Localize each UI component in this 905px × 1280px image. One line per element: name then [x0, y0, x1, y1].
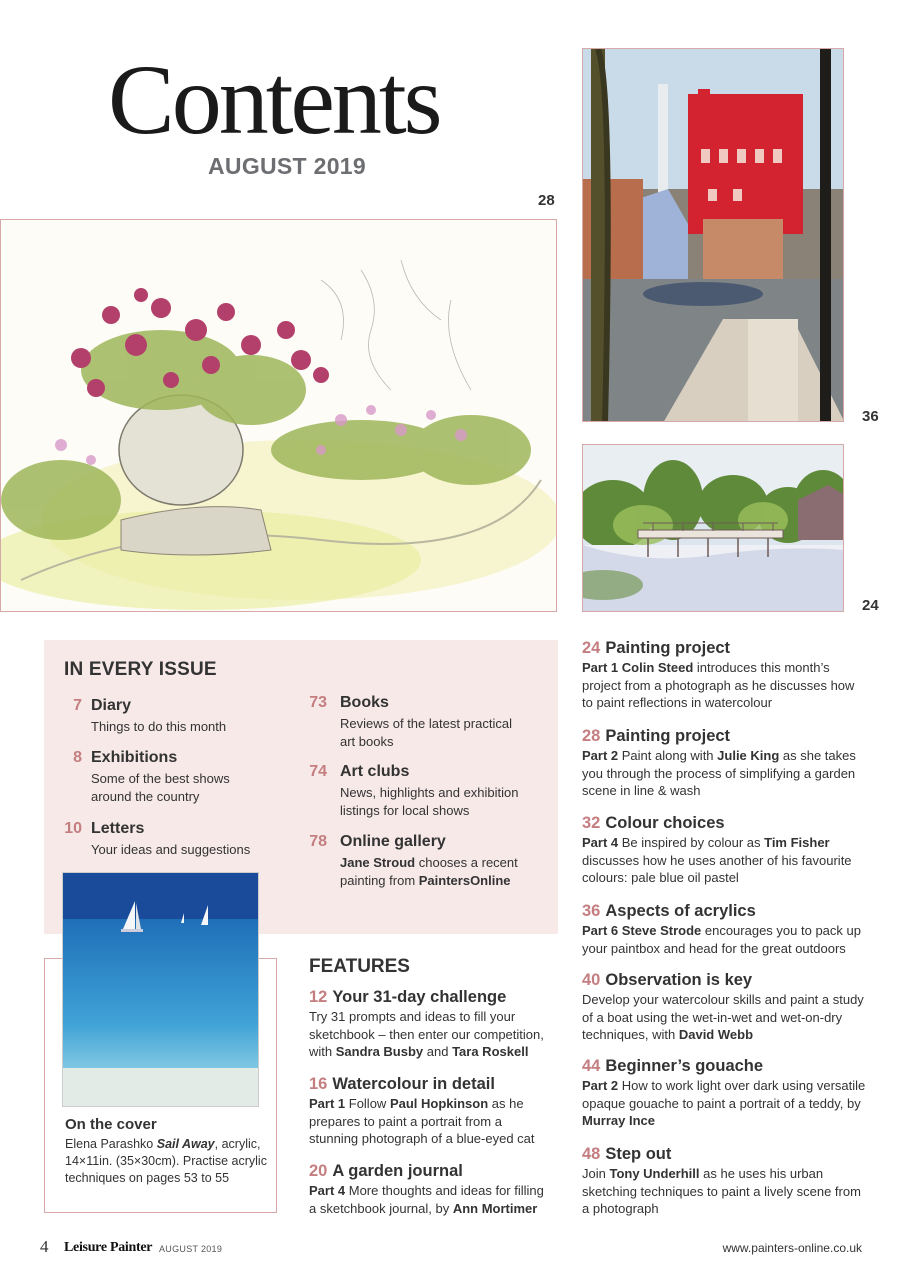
item-title: Letters [91, 820, 145, 837]
item-description: Reviews of the latest practical art books [340, 716, 512, 749]
feature-description: Part 1 Colin Steed introduces this month’s project from a photograph as he discusses how to paint reflections in watercolour [582, 660, 855, 711]
feature-description: Part 2 Paint along with Julie King as she takes you through the process of simplifying a garden scene in line & wash [582, 748, 856, 799]
cover-artwork-title: Sail Away [156, 1137, 215, 1151]
item-page-number: 10 [64, 820, 82, 837]
town-painting [582, 48, 844, 422]
every-issue-heading: IN EVERY ISSUE [64, 659, 217, 680]
feature-page-number: 32 [582, 814, 601, 832]
item-description: Your ideas and suggestions [91, 842, 251, 857]
bridge-painting [582, 444, 844, 612]
feature-page-number: 24 [582, 639, 601, 657]
feature-item[interactable] [582, 637, 867, 712]
feature-page-number: 20 [309, 1162, 328, 1180]
feature-item[interactable] [582, 969, 867, 1044]
item-description: Jane Stroud chooses a recent painting from PaintersOnline [340, 855, 518, 888]
bridge-painting-art [583, 445, 844, 612]
item-page-number: 7 [73, 697, 82, 714]
features-heading: FEATURES [309, 956, 410, 977]
town-image-page-ref: 36 [862, 408, 879, 425]
item-page-number: 8 [73, 749, 82, 766]
feature-item[interactable] [582, 725, 867, 800]
feature-title: Your 31-day challenge [332, 988, 507, 1006]
feature-page-number: 36 [582, 902, 601, 920]
footer-page-number: 4 [40, 1237, 49, 1256]
feature-title: Beginner’s gouache [605, 1057, 764, 1075]
cover-title: On the cover [65, 1116, 157, 1133]
feature-title: Aspects of acrylics [605, 902, 756, 920]
feature-title: A garden journal [332, 1162, 463, 1180]
feature-item[interactable] [582, 1143, 867, 1218]
item-website: PaintersOnline [418, 872, 511, 888]
item-title: Books [340, 694, 389, 711]
item-title: Art clubs [340, 763, 410, 780]
feature-title: Observation is key [605, 971, 753, 989]
feature-description: Develop your watercolour skills and paint a study of a boat using the wet-in-wet and wet-on-dry techniques, with David Webb [582, 992, 864, 1043]
feature-description: Join Tony Underhill as he uses his urban sketching techniques to paint a lively scene from a photograph [582, 1166, 861, 1217]
item-page-number: 78 [309, 833, 327, 850]
feature-description: Try 31 prompts and ideas to fill your sketchbook – then enter our competition, with Sandra Busby and Tara Roskell [309, 1009, 544, 1060]
feature-page-number: 16 [309, 1075, 328, 1093]
feature-description: Part 4 Be inspired by colour as Tim Fisher discusses how he uses another of his favourite colours: pale blue oil pastel [582, 835, 852, 886]
garden-illustration [0, 219, 557, 612]
garden-illustration-art [1, 220, 557, 612]
feature-title: Colour choices [605, 814, 725, 832]
item-page-number: 73 [309, 694, 327, 711]
page-title: Contents [108, 44, 440, 155]
footer-issue-date: AUGUST 2019 [159, 1244, 223, 1254]
town-painting-art [583, 49, 844, 422]
feature-page-number: 28 [582, 727, 601, 745]
item-description: Some of the best shows around the country [91, 771, 230, 804]
feature-description: Part 2 How to work light over dark using versatile opaque gouache to paint a portrait of a teddy, by Murray Ince [582, 1078, 866, 1129]
item-title: Diary [91, 697, 132, 714]
item-description: Things to do this month [91, 719, 227, 734]
feature-description: Part 4 More thoughts and ideas for filling a sketchbook journal, by Ann Mortimer [309, 1183, 544, 1216]
feature-page-number: 44 [582, 1057, 601, 1075]
cover-description: Elena Parashko Sail Away, acrylic, 14×11in. (35×30cm). Practise acrylic techniques on pages 53 to 55 [65, 1137, 267, 1185]
item-title: Online gallery [340, 833, 446, 850]
feature-description: Part 1 Follow Paul Hopkinson as he prepares to paint a portrait from a stunning photograph of a blue-eyed cat [309, 1096, 535, 1147]
item-title: Exhibitions [91, 749, 178, 766]
feature-item[interactable] [582, 812, 867, 887]
feature-item[interactable] [582, 900, 867, 957]
item-page-number: 74 [309, 763, 327, 780]
item-description: News, highlights and exhibition listings for local shows [340, 785, 519, 818]
item-author: Jane Stroud [340, 855, 416, 870]
feature-page-number: 12 [309, 988, 328, 1006]
cover-painting-art [63, 873, 259, 1107]
feature-description: Part 6 Steve Strode encourages you to pack up your paintbox and head for the great outdoors [582, 923, 861, 956]
feature-item[interactable] [309, 986, 554, 1061]
feature-item[interactable] [309, 1073, 549, 1148]
feature-title: Painting project [605, 639, 731, 657]
feature-title: Painting project [605, 727, 731, 745]
bridge-image-page-ref: 24 [862, 597, 879, 614]
feature-page-number: 48 [582, 1145, 601, 1163]
cover-painting [62, 872, 259, 1107]
feature-item[interactable] [582, 1055, 867, 1130]
magazine-logo: Leisure Painter [64, 1240, 153, 1255]
feature-title: Watercolour in detail [332, 1075, 495, 1093]
garden-image-page-ref: 28 [538, 192, 555, 209]
feature-item[interactable] [309, 1160, 554, 1217]
issue-date: AUGUST 2019 [208, 153, 366, 179]
feature-page-number: 40 [582, 971, 601, 989]
website-link[interactable]: www.painters-online.co.uk [722, 1241, 862, 1255]
feature-title: Step out [605, 1145, 672, 1163]
